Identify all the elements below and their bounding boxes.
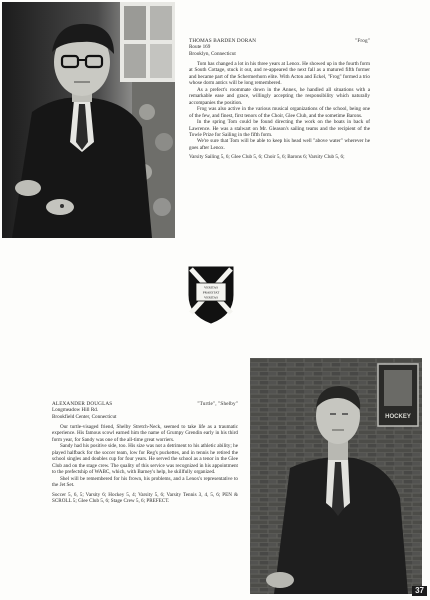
bio-paragraph: Tom has changed a lot in his three years at Lenox. He showed up in the fourth form at South Cottage, stuck it out, and re-appeared the next fall as a matured fifth former and became part of the Schermerhorn elite. With Acton and Eckel, "Frog" formed a trio whose dorm antics will be long remembered. [189,61,370,87]
student-name: THOMAS BARDEN DORAN [189,38,257,44]
address-line-1: Longmeadow Hill Rd. [52,407,99,414]
crest-motto-1: VERITAS [203,285,219,290]
school-crest [187,265,235,325]
portrait-doran-illustration [2,2,175,238]
crest-motto-3: VERITAS [203,295,219,300]
bio-paragraph: In the spring Tom could be found directing the work on the boats in back of Lawrence. He was a stalwart on Mr. Gleason's sailing teams and the recipient of the Towle Prize for Sailing in the fifth form. [189,119,370,138]
address-line-1: Route 169 [189,44,211,51]
bio-paragraph: Shel will be remembered for his frown, his problems, and a Lenox's representative to the Jet Set. [52,475,238,489]
portrait-douglas-illustration [250,358,422,594]
shield-icon [187,265,235,325]
bio-paragraph: Frog was also active in the various musical organizations of the school, being one of the few, and finest, first tenors of the Choir, Glee Club, and the sometime Barons. [189,106,370,119]
student-portrait-doran [2,2,175,238]
activities-list: Soccer 5, 6, 5; Varsity 6; Hockey 5, 4; Varsity 5, 6; Varsity Tennis 3, 4, 5, 6; PEN & SCROLL 5; Glee Club 5, 6; Stage Crew 5, 6; PREFECT. [52,491,238,504]
student-nickname: "Frog" [355,38,370,44]
address-line-2: Brooklyn, Connecticut [189,50,236,57]
student-name: ALEXANDER DOUGLAS [52,401,113,407]
bio-douglas [52,401,238,504]
wall-sign-text: HOCKEY [385,414,411,420]
student-nickname: "Turtle", "Shelby" [197,401,238,407]
page-number: 37 [412,586,427,596]
bio-paragraph: Sandy had his positive side, too. His size was not a detriment to his athletic ability; he played halfback for the soccer team, low for Reg's puckettes, and in tennis he retired the school singles and doubles cup for four years. He served the school as a tenor in the Glee Club and on the stage crew. The quality of this service was recognized in his appointment to the prefectship of WABC, which, with Barney's help, he skillfully organized. [52,443,238,476]
crest-motto-2: PRAESTAT [202,290,220,295]
bio-paragraph: Our turtle-visaged friend, Shelby Stretch-Neck, seemed to take life as a traumatic experience. His famous scowl earned him the name of Grumpy Grendin early in his third form year, for Sandy was one of the all-time great worriers. [52,424,238,443]
activities-list: Varsity Sailing 5, 6; Glee Club 5, 6; Choir 5, 6; Barons 6; Varsity Club 5, 6; [189,154,345,161]
bio-paragraph: We're sure that Tom will be able to keep his head well "above water" wherever he goes after Lenox. [189,138,370,151]
bio-doran [189,38,370,161]
address-line-2: Brookfield Center, Connecticut [52,413,117,420]
student-portrait-douglas [250,358,422,594]
bio-paragraph: As a prefect's roommate down in the Annex, he handled all situations with a remarkable ease and grace, willingly accepting the responsibility which naturally accompanies the position. [189,86,370,106]
